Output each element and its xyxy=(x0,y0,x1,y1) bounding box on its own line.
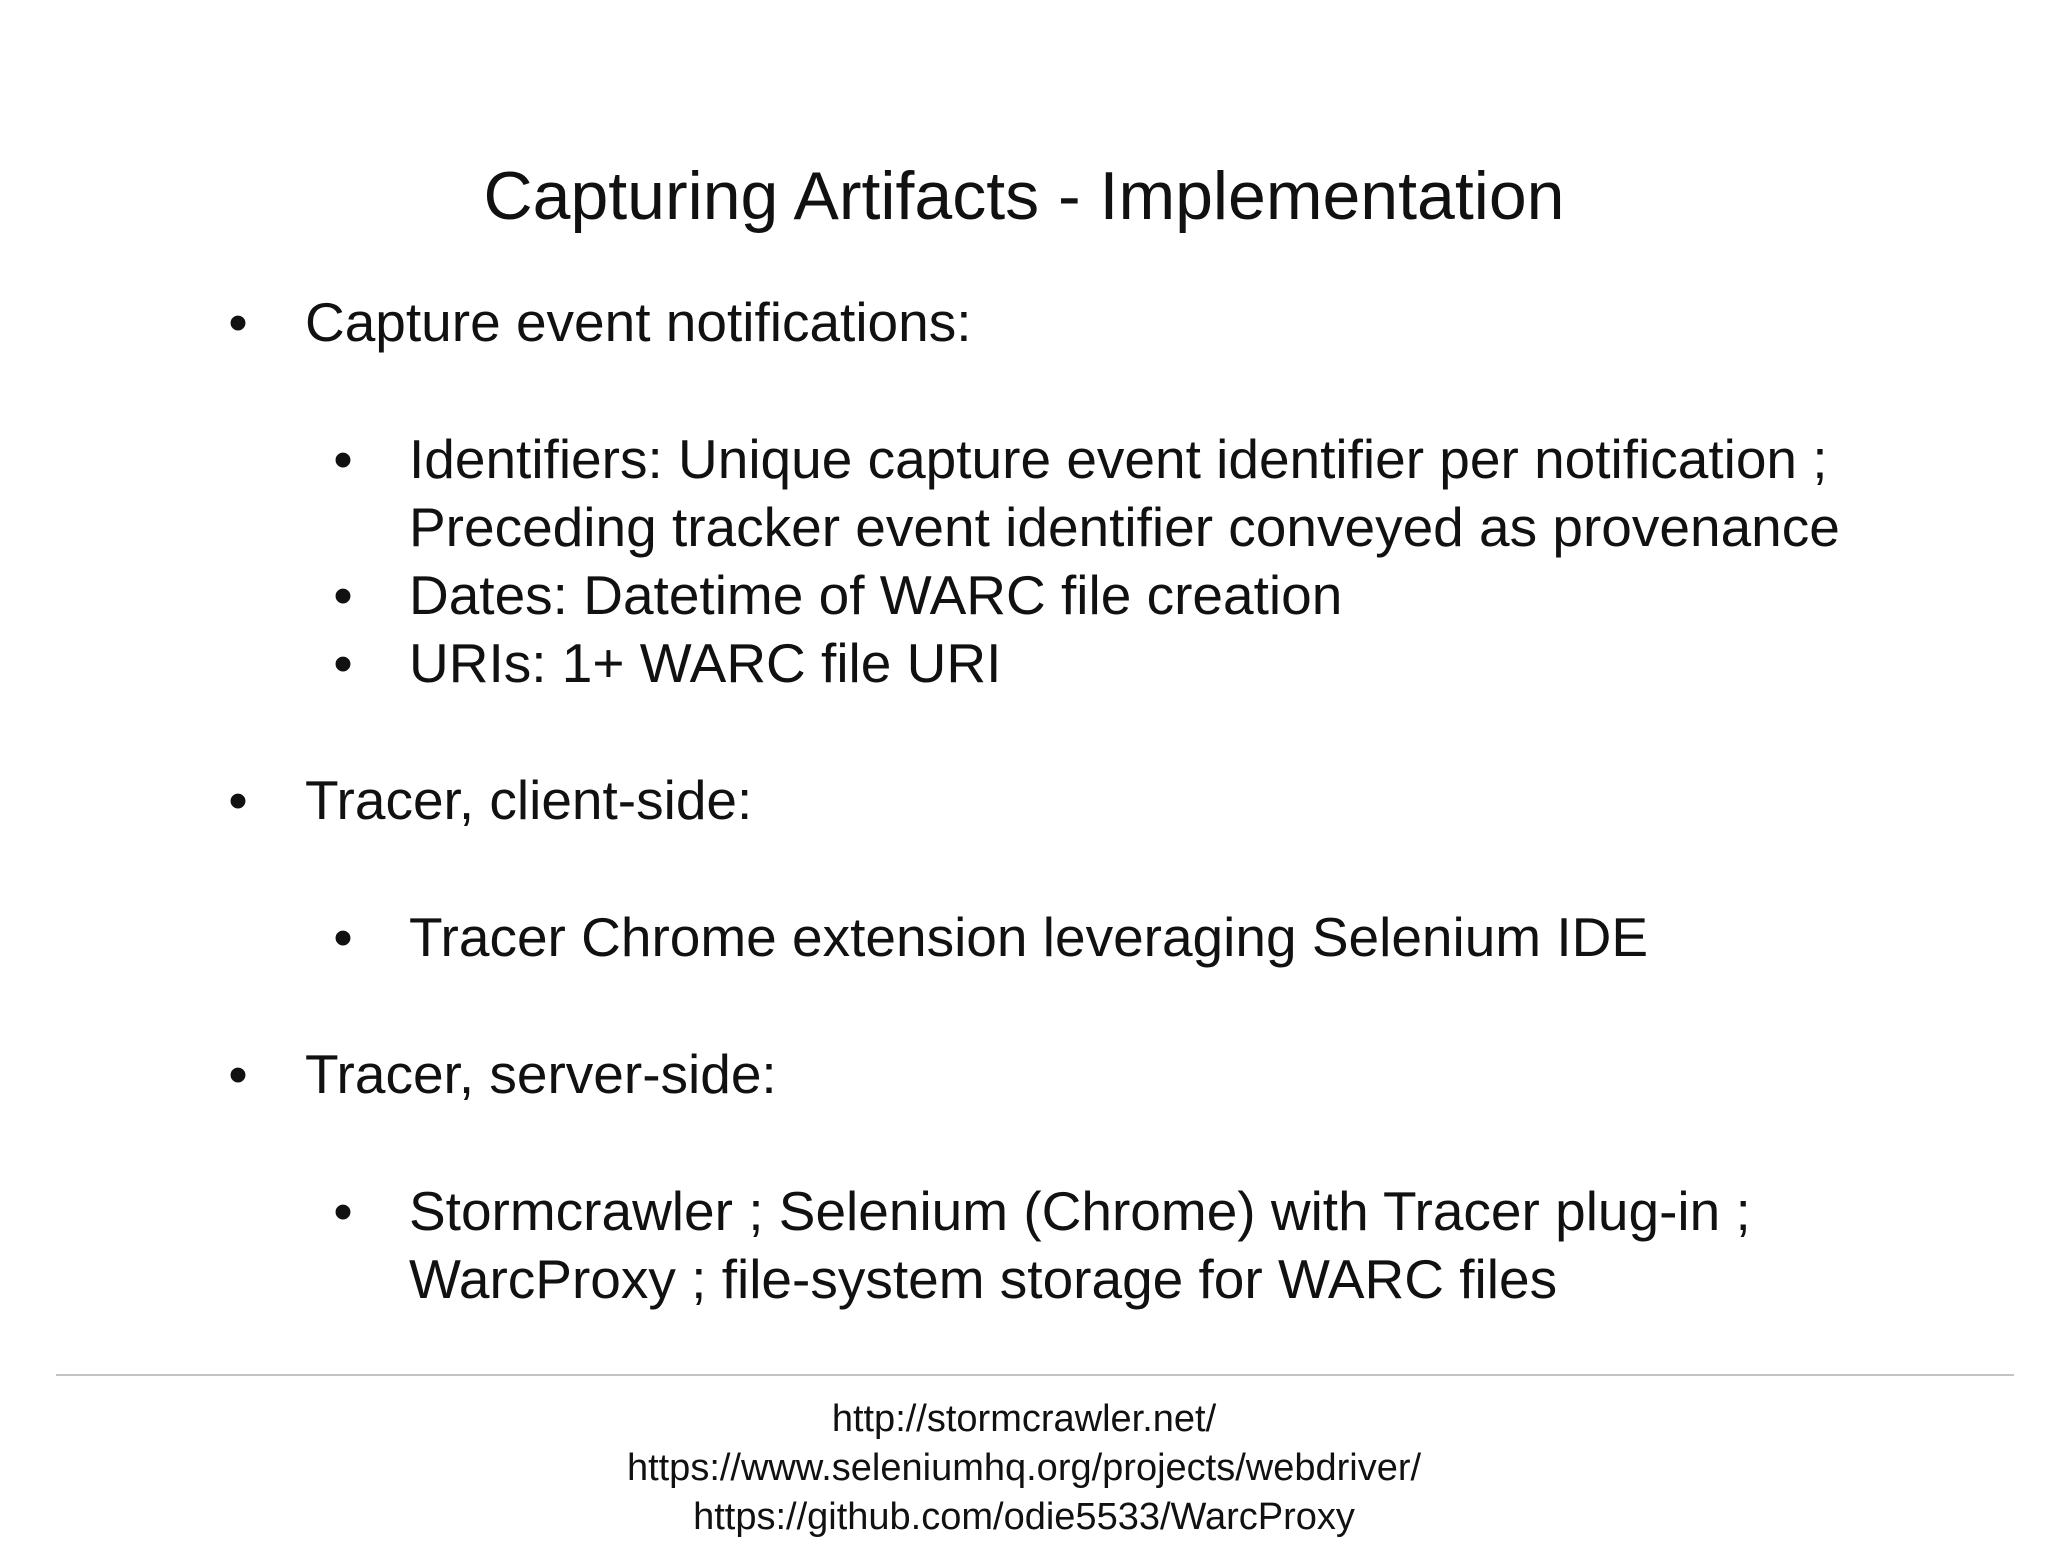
section-heading-text: Capture event notifications: xyxy=(305,291,972,353)
bullet-icon: • xyxy=(333,564,353,626)
bullet-icon: • xyxy=(333,632,353,694)
list-item-text: Tracer Chrome extension leveraging Selenium IDE xyxy=(409,906,1649,968)
bullet-icon: • xyxy=(333,428,353,490)
list-item-text: Stormcrawler ; Selenium (Chrome) with Tracer plug-in ; xyxy=(409,1180,1751,1242)
section-heading-text: Tracer, server-side: xyxy=(305,1043,777,1105)
list-item-text: WarcProxy ; file-system storage for WARC files xyxy=(409,1248,1558,1310)
section-heading-text: Tracer, client-side: xyxy=(305,769,753,831)
footer-link-warcproxy[interactable]: https://github.com/odie5533/WarcProxy xyxy=(693,1496,1355,1538)
footer-links xyxy=(0,1395,2048,1542)
list-item-text: Identifiers: Unique capture event identifier per notification ; xyxy=(409,428,1828,490)
footer-link-stormcrawler[interactable]: http://stormcrawler.net/ xyxy=(831,1398,1217,1440)
list-item-text: Preceding tracker event identifier conveyed as provenance xyxy=(409,496,1840,558)
footer-link-selenium[interactable]: https://www.seleniumhq.org/projects/webdriver/ xyxy=(626,1447,1422,1489)
bullet-icon: • xyxy=(228,291,248,353)
bullet-icon: • xyxy=(333,1180,353,1242)
footer-divider xyxy=(56,1374,2014,1376)
list-item-text: Dates: Datetime of WARC file creation xyxy=(409,564,1343,626)
bullet-icon: • xyxy=(228,1043,248,1105)
slide-title: Capturing Artifacts - Implementation xyxy=(483,157,1565,234)
list-item-text: URIs: 1+ WARC file URI xyxy=(409,632,1002,694)
bullet-icon: • xyxy=(333,906,353,968)
bullet-icon: • xyxy=(228,769,248,831)
